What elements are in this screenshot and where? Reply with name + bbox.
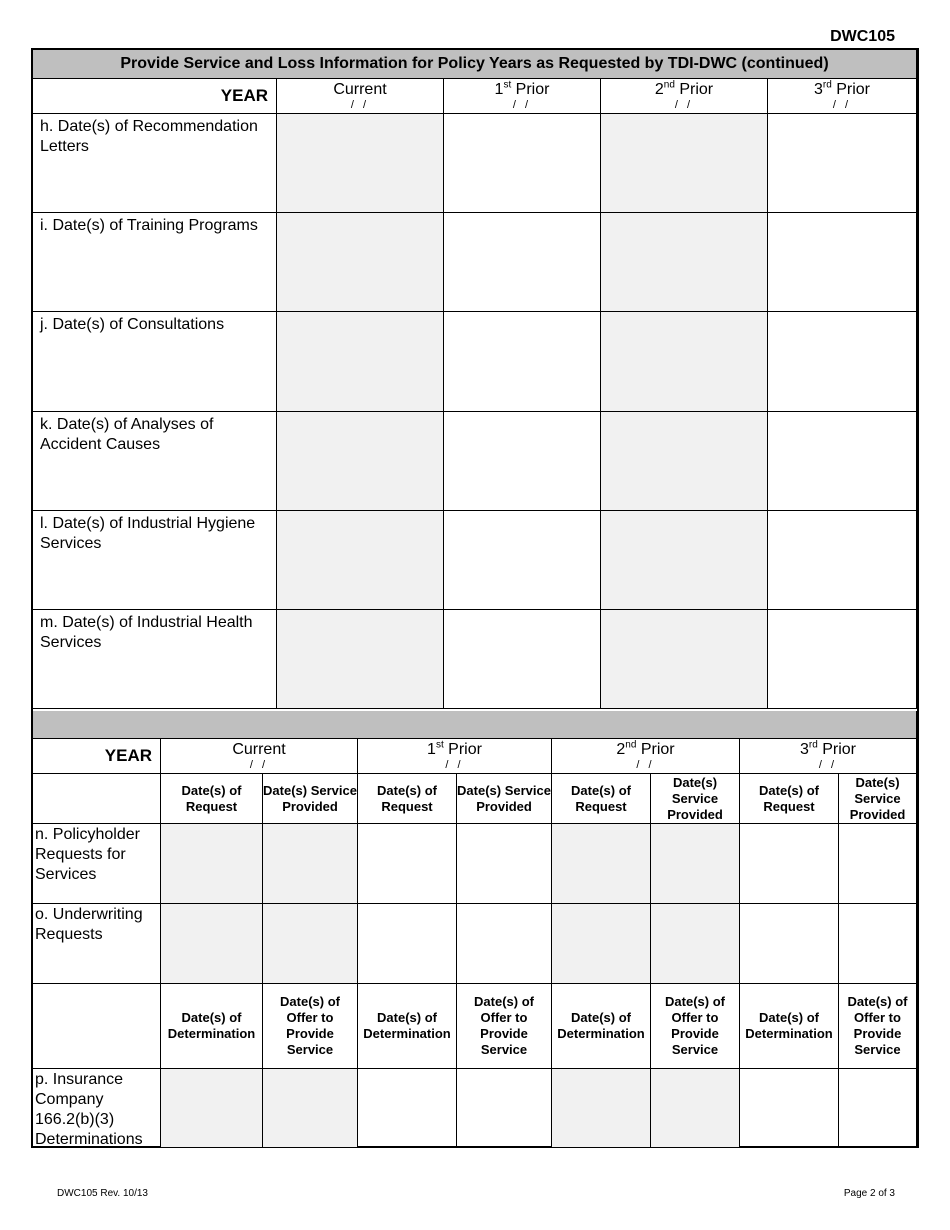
entry-cell[interactable] — [651, 904, 740, 984]
entry-cell[interactable] — [444, 213, 601, 312]
column-title-base: Current — [333, 81, 387, 98]
column-title-suffix: nd — [625, 739, 637, 751]
row-label — [33, 1069, 161, 1148]
column-title-rest: Prior — [511, 81, 550, 98]
entry-cell[interactable] — [277, 511, 444, 610]
sub-header-a — [358, 984, 457, 1069]
service-loss-table — [31, 48, 919, 1148]
column-header-1 — [444, 79, 601, 114]
sub-header-text: Date(s) of Determination — [557, 1010, 645, 1041]
date-slashes: / / — [512, 99, 532, 111]
column-title-base: 3 — [799, 741, 809, 758]
column-header-3 — [768, 79, 917, 114]
entry-cell[interactable] — [651, 1069, 740, 1148]
row-label — [33, 213, 277, 312]
sub-header-text: Date(s) of Determination — [363, 1010, 451, 1041]
blank-cell — [33, 774, 161, 824]
sub-header-text: Date(s) of Offer to Provide Service — [847, 994, 908, 1057]
sub-header-a — [161, 984, 263, 1069]
date-slashes: / / — [249, 759, 269, 771]
date-slashes: / / — [674, 99, 694, 111]
entry-cell[interactable] — [277, 312, 444, 412]
blank-cell — [33, 984, 161, 1069]
sub-header-b — [651, 774, 740, 824]
sub-header-a — [552, 774, 651, 824]
sub-header-text: Date(s) of Request — [759, 782, 819, 814]
row-label-text: m. Date(s) of Industrial Health Services — [40, 614, 253, 651]
entry-cell[interactable] — [444, 114, 601, 213]
column-title-suffix: st — [435, 739, 444, 751]
entry-cell[interactable] — [457, 1069, 552, 1148]
column-title-rest: Prior — [443, 741, 482, 758]
column-title-suffix: rd — [822, 79, 832, 91]
sub-header-b — [457, 774, 552, 824]
entry-cell[interactable] — [552, 904, 651, 984]
row-label — [33, 312, 277, 412]
entry-cell[interactable] — [277, 610, 444, 709]
sub-header-a — [161, 774, 263, 824]
date-slashes: / / — [832, 99, 852, 111]
row-label-text: n. Policyholder Requests for Services — [35, 826, 140, 883]
entry-cell[interactable] — [651, 824, 740, 904]
entry-cell[interactable] — [601, 412, 768, 511]
entry-cell[interactable] — [277, 114, 444, 213]
entry-cell[interactable] — [601, 114, 768, 213]
year-label-text: YEAR — [104, 746, 152, 765]
row-label-text: k. Date(s) of Analyses of Accident Causes — [40, 416, 214, 453]
entry-cell[interactable] — [444, 610, 601, 709]
entry-cell[interactable] — [358, 904, 457, 984]
entry-cell[interactable] — [552, 1069, 651, 1148]
sub-header-b — [839, 984, 917, 1069]
entry-cell[interactable] — [444, 312, 601, 412]
column-header-2 — [552, 739, 740, 774]
column-header-3 — [740, 739, 917, 774]
sub-header-a — [358, 774, 457, 824]
sub-header-b — [263, 984, 358, 1069]
date-slashes: / / — [636, 759, 655, 771]
column-title-rest: Prior — [831, 81, 871, 98]
entry-cell[interactable] — [161, 904, 263, 984]
section-divider — [33, 711, 917, 739]
entry-cell[interactable] — [263, 824, 358, 904]
entry-cell[interactable] — [457, 904, 552, 984]
sub-header-text: Date(s) of Offer to Provide Service — [474, 994, 534, 1057]
sub-header-text: Date(s) of Request — [377, 782, 437, 814]
footer-revision: DWC105 Rev. 10/13 — [57, 1188, 148, 1199]
entry-cell[interactable] — [601, 312, 768, 412]
entry-cell[interactable] — [740, 1069, 839, 1148]
entry-cell[interactable] — [601, 511, 768, 610]
form-id: DWC105 — [830, 28, 895, 45]
sub-header-b — [457, 984, 552, 1069]
sub-header-text: Date(s) of Determination — [745, 1010, 833, 1041]
entry-cell[interactable] — [358, 824, 457, 904]
footer-page-number: Page 2 of 3 — [843, 1188, 895, 1199]
column-title-suffix: rd — [808, 739, 818, 751]
column-title-base: 1 — [427, 741, 436, 758]
entry-cell[interactable] — [768, 610, 917, 709]
entry-cell[interactable] — [839, 824, 917, 904]
column-title-base: 1 — [494, 81, 504, 98]
entry-cell[interactable] — [444, 511, 601, 610]
column-header-2 — [601, 79, 768, 114]
entry-cell[interactable] — [601, 610, 768, 709]
column-title-base: Current — [232, 741, 286, 758]
row-label-text: j. Date(s) of Consultations — [40, 316, 225, 333]
entry-cell[interactable] — [768, 511, 917, 610]
year-label-text: YEAR — [220, 86, 268, 105]
entry-cell[interactable] — [839, 1069, 917, 1148]
row-label — [33, 412, 277, 511]
column-header-0 — [277, 79, 444, 114]
row-label — [33, 824, 161, 904]
column-title-base: 2 — [654, 81, 664, 98]
sub-header-text: Date(s) Service Provided — [457, 782, 551, 814]
table-title — [33, 50, 917, 79]
entry-cell[interactable] — [768, 114, 917, 213]
date-slashes: / / — [818, 759, 838, 771]
entry-cell[interactable] — [161, 824, 263, 904]
row-label-text: l. Date(s) of Industrial Hygiene Services — [40, 515, 256, 552]
entry-cell[interactable] — [444, 412, 601, 511]
row-label-text: o. Underwriting Requests — [35, 906, 143, 943]
row-label-text: p. Insurance Company 166.2(b)(3) Determinations — [35, 1071, 143, 1148]
row-label-text: h. Date(s) of Recommendation Letters — [40, 118, 258, 155]
entry-cell[interactable] — [768, 213, 917, 312]
entry-cell[interactable] — [768, 412, 917, 511]
column-title-rest: Prior — [636, 741, 675, 758]
sub-header-text: Date(s) of Determination — [167, 1010, 256, 1041]
row-label — [33, 114, 277, 213]
year-label — [33, 739, 161, 774]
sub-header-text: Date(s) of Request — [181, 782, 242, 814]
sub-header-text: Date(s) Service Provided — [263, 782, 357, 814]
sub-header-text: Date(s) Service Provided — [667, 774, 723, 822]
date-slashes: / / — [445, 759, 464, 771]
row-label-text: i. Date(s) of Training Programs — [40, 217, 258, 234]
entry-cell[interactable] — [552, 824, 651, 904]
entry-cell[interactable] — [740, 824, 839, 904]
entry-cell[interactable] — [457, 824, 552, 904]
sub-header-text: Date(s) of Offer to Provide Service — [280, 994, 340, 1057]
sub-header-text: Date(s) Service Provided — [849, 774, 906, 822]
sub-header-text: Date(s) of Request — [571, 782, 631, 814]
sub-header-text: Date(s) of Offer to Provide Service — [665, 994, 725, 1057]
entry-cell[interactable] — [263, 1069, 358, 1148]
column-title-suffix: st — [503, 79, 512, 91]
sub-header-b — [839, 774, 917, 824]
entry-cell[interactable] — [277, 213, 444, 312]
column-header-1 — [358, 739, 552, 774]
column-header-0 — [161, 739, 358, 774]
date-slashes: / / — [350, 99, 370, 111]
entry-cell[interactable] — [277, 412, 444, 511]
entry-cell[interactable] — [839, 904, 917, 984]
entry-cell[interactable] — [601, 213, 768, 312]
column-title-suffix: nd — [663, 79, 675, 91]
entry-cell[interactable] — [263, 904, 358, 984]
column-title-base: 3 — [813, 81, 823, 98]
column-title-rest: Prior — [817, 741, 857, 758]
table-title-text: Provide Service and Loss Information for Policy Years as Requested by TDI-DWC (continued) — [120, 55, 829, 72]
row-label — [33, 610, 277, 709]
column-title-base: 2 — [616, 741, 626, 758]
year-label — [33, 79, 277, 114]
sub-header-b — [651, 984, 740, 1069]
sub-header-a — [740, 984, 839, 1069]
sub-header-a — [552, 984, 651, 1069]
entry-cell[interactable] — [161, 1069, 263, 1148]
entry-cell[interactable] — [740, 904, 839, 984]
row-label — [33, 904, 161, 984]
entry-cell[interactable] — [358, 1069, 457, 1148]
column-title-rest: Prior — [674, 81, 714, 98]
sub-header-a — [740, 774, 839, 824]
row-label — [33, 511, 277, 610]
sub-header-b — [263, 774, 358, 824]
entry-cell[interactable] — [768, 312, 917, 412]
